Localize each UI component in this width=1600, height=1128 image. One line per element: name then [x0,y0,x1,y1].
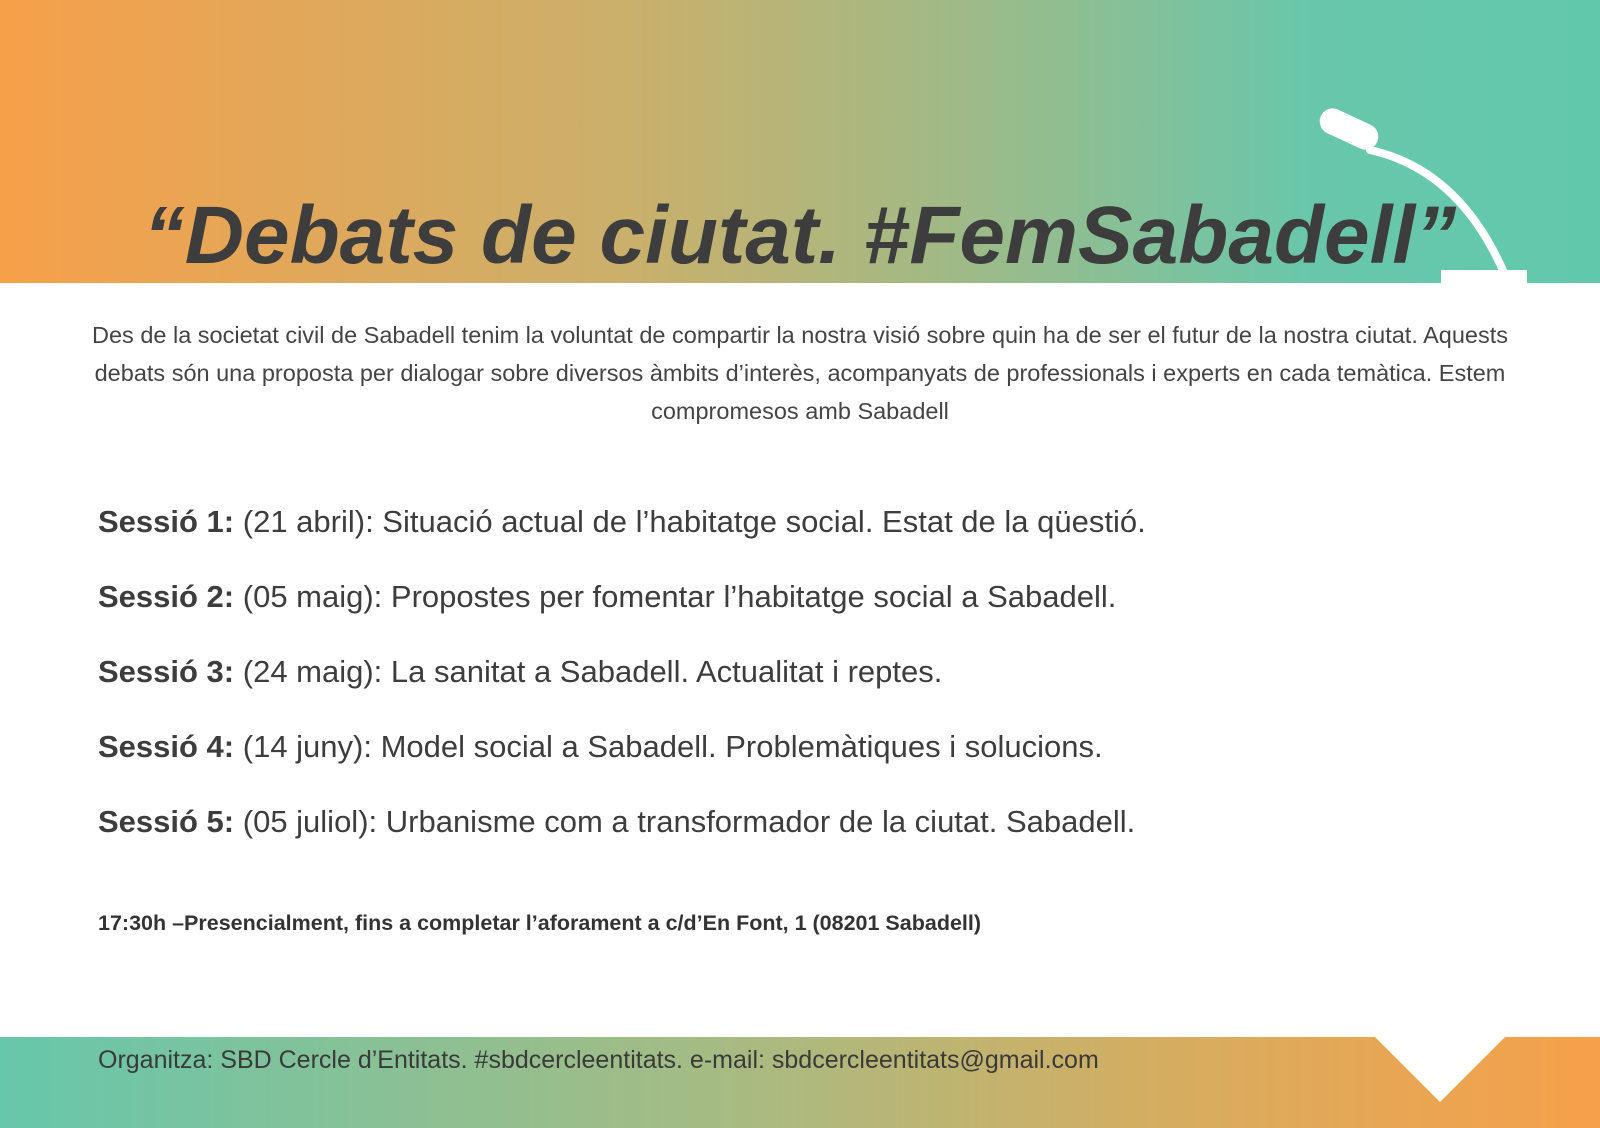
session-item [98,647,1398,722]
page-title: “Debats de ciutat. #FemSabadell” [143,190,1457,281]
session-text: (05 juliol): Urbanisme com a transformador de la ciutat. Sabadell. [242,804,1136,839]
venue-info: 17:30h –Presencialment, fins a completar l’aforament a c/d’En Font, 1 (08201 Sabadell) [98,911,982,935]
session-label: Sessió 5: [98,804,235,839]
session-text: (14 juny): Model social a Sabadell. Problemàtiques i solucions. [242,729,1103,764]
session-label: Sessió 2: [98,579,235,614]
session-text: (21 abril): Situació actual de l’habitatge social. Estat de la qüestió. [242,504,1146,539]
session-item [98,497,1398,572]
session-label: Sessió 4: [98,729,235,764]
footer-notch [1375,1037,1505,1102]
intro-paragraph: Des de la societat civil de Sabadell tenim la voluntat de compartir la nostra visió sobre quin ha de ser el futur de la nostra ciutat. Aquests debats són una proposta per dialogar sobre diversos àmbits d’interès, acompanyats de professionals i experts en cada temàtica. Estem compromesos amb Sabadell [92,322,1508,424]
organizer-footer: Organitza: SBD Cercle d’Entitats. #sbdcercleentitats. e-mail: sbdcercleentitats@gmail.com [98,1046,1099,1074]
session-item [98,722,1398,797]
session-text: (05 maig): Propostes per fomentar l’habitatge social a Sabadell. [242,579,1117,614]
session-text: (24 maig): La sanitat a Sabadell. Actualitat i reptes. [242,654,943,689]
session-label: Sessió 3: [98,654,235,689]
session-list [98,497,1398,872]
session-label: Sessió 1: [98,504,235,539]
session-item [98,572,1398,647]
session-item [98,797,1398,872]
